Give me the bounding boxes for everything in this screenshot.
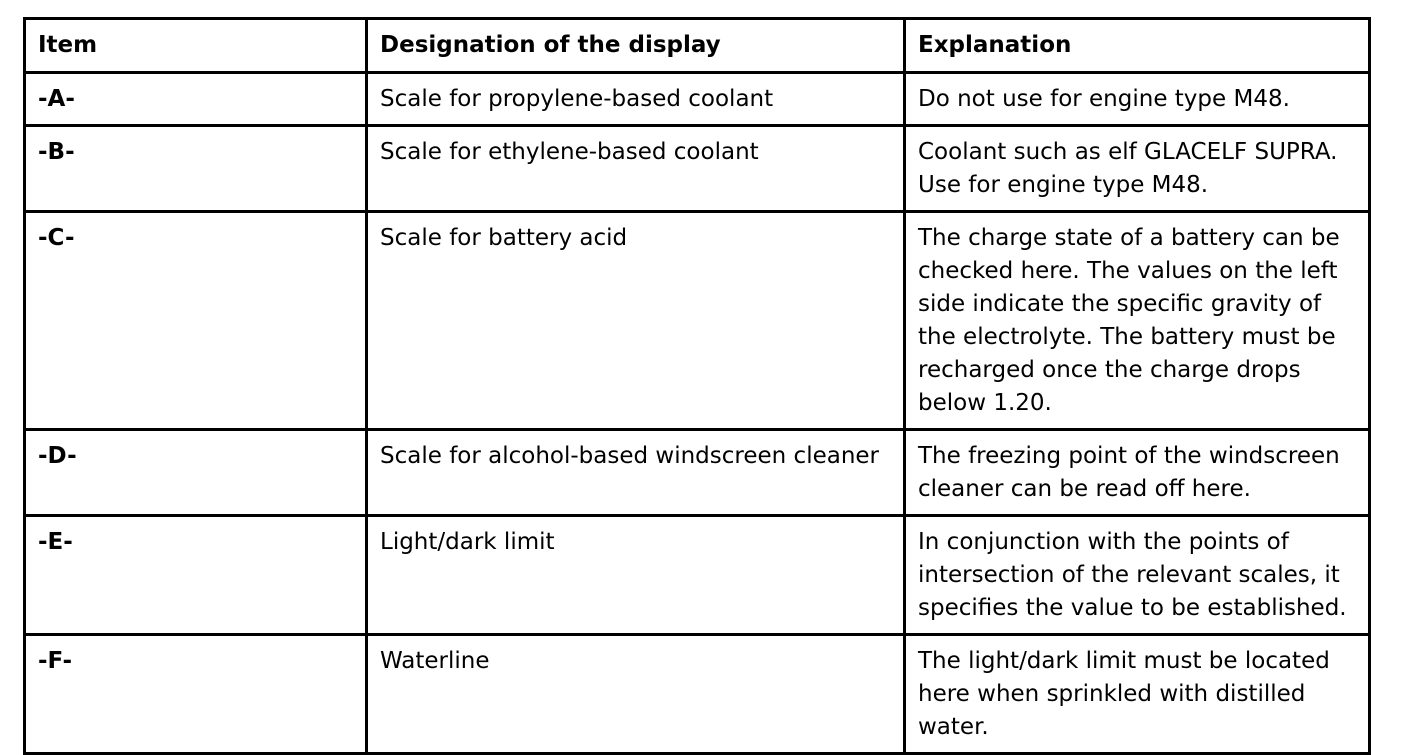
explanation-cell: The charge state of a battery can be checked here. The values on the left side indicate the specific gravity of the electrolyte. The battery must be recharged once the charge drops below 1.20. [905,212,1370,430]
item-cell: -A- [25,73,367,126]
designation-cell: Scale for propylene-based coolant [367,73,905,126]
item-cell: -C- [25,212,367,430]
item-cell: -F- [25,635,367,754]
item-cell: -D- [25,430,367,516]
explanation-table [23,17,1371,755]
header-explanation: Explanation [905,19,1370,73]
header-item: Item [25,19,367,73]
table-row [25,126,1370,212]
designation-cell: Scale for alcohol-based windscreen cleaner [367,430,905,516]
explanation-cell: In conjunction with the points of intersection of the relevant scales, it specifies the value to be established. [905,516,1370,635]
header-designation: Designation of the display [367,19,905,73]
table-row [25,73,1370,126]
designation-cell: Scale for ethylene-based coolant [367,126,905,212]
designation-cell: Waterline [367,635,905,754]
explanation-cell: Coolant such as elf GLACELF SUPRA. Use for engine type M48. [905,126,1370,212]
table-row [25,516,1370,635]
table-row [25,212,1370,430]
table-row [25,635,1370,754]
item-cell: -B- [25,126,367,212]
explanation-cell: The light/dark limit must be located here when sprinkled with distilled water. [905,635,1370,754]
designation-cell: Scale for battery acid [367,212,905,430]
table-row [25,430,1370,516]
item-cell: -E- [25,516,367,635]
table-header-row [25,19,1370,73]
explanation-cell: The freezing point of the windscreen cleaner can be read off here. [905,430,1370,516]
explanation-cell: Do not use for engine type M48. [905,73,1370,126]
designation-cell: Light/dark limit [367,516,905,635]
